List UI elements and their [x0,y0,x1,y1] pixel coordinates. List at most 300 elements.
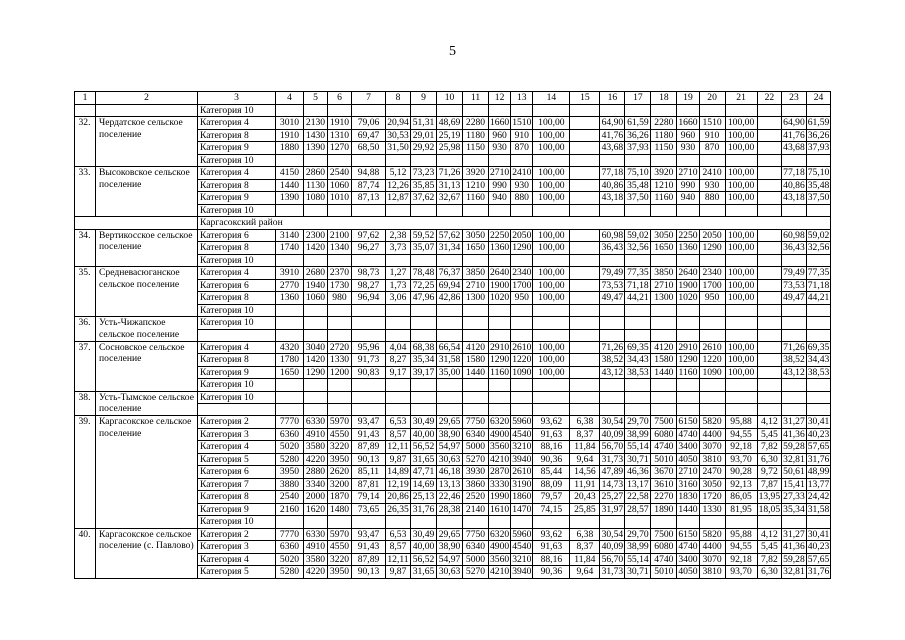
value-cell: 59,52 [411,229,437,242]
value-cell: 4550 [328,428,352,441]
value-cell: 1,73 [386,279,411,292]
value-cell [600,154,625,167]
value-cell: 35,34 [783,503,805,515]
value-cell [328,329,352,341]
district-name: Каргасокский район [198,217,831,230]
value-cell [533,391,570,404]
value-cell: 2370 [328,267,352,280]
value-cell [757,391,782,404]
value-cell: 4910 [304,428,328,441]
value-cell: 98,73 [352,267,386,280]
value-cell: 61,59 [807,117,830,128]
value-cell: 68,50 [352,142,386,155]
table-row [75,267,831,280]
value-cell: 3050 [463,229,489,242]
value-cell [782,379,807,392]
value-cell: 1870 [328,491,352,504]
value-cell: 100,00 [725,341,757,354]
value-cell: 9,17 [386,366,411,379]
value-cell: 1160 [678,366,698,378]
value-cell: 4220 [304,566,328,579]
value-cell: 2250 [490,229,510,241]
value-cell [570,379,600,392]
value-cell: 6,30 [757,566,782,579]
value-cell [600,404,625,416]
value-cell: 75,10 [625,167,651,180]
category-cell: Категория 10 [198,317,276,330]
settlement-name: Чердатское сельское поселение [96,117,198,167]
value-cell: 2710 [678,167,698,178]
row-number [75,104,96,117]
value-cell [437,204,463,217]
value-cell: 25,13 [411,491,437,504]
value-cell [411,104,437,117]
value-cell: 73,53 [601,279,624,291]
value-cell: 4740 [651,553,677,566]
column-header: 24 [806,92,831,105]
value-cell: 12,87 [387,192,409,203]
value-cell: 3330 [490,478,510,490]
value-cell [533,104,570,117]
value-cell: 5820 [699,416,725,429]
value-cell: 79,49 [783,267,805,278]
value-cell [782,329,807,341]
value-cell: 1210 [651,179,677,192]
value-cell: 7,82 [757,553,782,566]
value-cell: 41,36 [783,428,805,440]
value-cell: 2870 [490,466,510,477]
value-cell [570,254,600,267]
value-cell: 100,00 [725,117,757,130]
value-cell: 71,26 [783,341,805,353]
value-cell [625,379,651,392]
value-cell: 6330 [304,528,328,541]
value-cell: 9,87 [386,453,411,466]
value-cell [386,516,411,529]
value-cell: 1,27 [386,267,411,280]
value-cell [677,404,699,416]
value-cell: 980 [328,292,352,305]
value-cell: 7750 [463,416,489,429]
value-cell: 87,74 [352,179,386,192]
value-cell: 930 [677,142,699,155]
value-cell: 25,27 [601,491,624,502]
value-cell: 87,13 [352,192,386,205]
value-cell: 8,57 [386,541,411,554]
value-cell [533,329,570,341]
value-cell: 100,00 [725,179,757,192]
row-number: 34. [75,229,96,267]
value-cell [276,404,304,416]
value-cell [651,254,677,267]
value-cell: 1360 [490,242,510,253]
table-row [75,167,831,180]
value-cell: 100,00 [725,354,757,367]
category-cell: Категория 10 [198,254,276,267]
value-cell: 100,00 [533,279,570,292]
value-cell: 30,54 [601,528,624,540]
value-cell: 8,57 [386,428,411,441]
column-header: 23 [782,92,807,105]
value-cell: 1060 [304,292,328,305]
value-cell: 1660 [678,117,698,128]
value-cell [489,104,511,117]
value-cell [699,317,725,330]
value-cell [677,254,699,267]
column-header: 16 [600,92,625,105]
value-cell: 44,21 [625,292,651,305]
value-cell: 46,36 [625,466,651,479]
category-cell: Категория 10 [198,516,276,529]
value-cell [782,304,807,317]
value-cell: 4900 [490,428,510,440]
value-cell: 71,26 [437,167,463,180]
value-cell [570,329,600,341]
value-cell: 5010 [651,453,677,466]
value-cell: 9,72 [757,466,782,479]
category-cell: Категория 8 [198,129,276,142]
value-cell: 41,36 [783,541,805,552]
value-cell: 93,70 [725,566,757,579]
value-cell: 6340 [463,428,489,441]
value-cell: 3950 [328,566,352,579]
value-cell [725,254,757,267]
value-cell: 990 [489,179,511,192]
value-cell: 79,06 [352,117,386,130]
value-cell: 48,99 [807,466,830,477]
value-cell [806,379,831,392]
value-cell [757,242,782,255]
row-number: 38. [75,391,96,416]
value-cell: 32,56 [625,242,651,255]
value-cell [304,379,328,392]
value-cell: 31,73 [601,453,624,465]
value-cell: 2710 [490,167,510,178]
value-cell: 28,57 [625,503,651,516]
value-cell: 69,35 [625,341,651,354]
value-cell [725,379,757,392]
value-cell: 26,35 [387,503,409,515]
value-cell: 97,62 [352,229,386,242]
settlement-name: Высоковское сельское поселение [96,167,198,217]
value-cell: 3950 [276,466,304,479]
value-cell: 2720 [328,341,352,354]
value-cell: 100,00 [725,242,757,255]
value-cell: 35,00 [437,366,463,379]
value-cell [757,516,782,529]
value-cell: 1510 [512,117,532,128]
value-cell [328,204,352,217]
value-cell: 86,05 [725,491,757,504]
value-cell [625,329,651,341]
value-cell: 2770 [276,279,304,292]
value-cell: 57,65 [807,553,830,565]
value-cell: 3560 [490,441,510,452]
value-cell: 1210 [463,179,489,192]
value-cell: 100,00 [725,267,757,280]
value-cell [411,329,437,341]
value-cell: 92,18 [725,553,757,566]
value-cell: 3,73 [386,242,411,255]
row-number: 32. [75,117,96,167]
table-row [75,229,831,242]
value-cell [699,204,725,217]
value-cell [570,167,600,180]
row-number: 36. [75,317,96,342]
value-cell [352,317,386,330]
value-cell: 3010 [276,117,304,130]
value-cell: 92,18 [725,441,757,454]
value-cell: 40,09 [601,541,624,552]
value-cell [699,304,725,317]
value-cell: 1090 [512,366,532,378]
value-cell [806,317,831,330]
value-cell: 3400 [678,441,698,452]
value-cell: 100,00 [725,167,757,180]
value-cell: 7750 [463,528,489,541]
value-cell [437,104,463,117]
value-cell: 3920 [651,167,677,180]
category-cell: Категория 9 [198,366,276,379]
value-cell: 1270 [328,142,352,155]
value-cell: 14,56 [570,466,600,479]
value-cell: 90,13 [352,566,386,579]
value-cell [304,104,328,117]
value-cell: 4,12 [757,528,782,541]
value-cell: 3050 [699,478,725,491]
value-cell: 4740 [678,541,698,552]
value-cell: 100,00 [533,142,570,155]
value-cell: 2540 [276,491,304,504]
value-cell [386,204,411,217]
value-cell [651,391,677,404]
value-cell: 75,10 [807,167,830,178]
value-cell: 20,43 [570,491,600,504]
value-cell: 7500 [651,528,677,541]
value-cell: 1900 [678,279,698,291]
value-cell: 100,00 [533,267,570,280]
value-cell [463,404,489,416]
value-cell: 35,34 [411,354,437,367]
value-cell: 4120 [463,341,489,354]
value-cell: 5970 [328,416,352,429]
value-cell: 29,70 [625,528,651,541]
value-cell: 100,00 [725,142,757,155]
value-cell: 50,61 [783,466,805,477]
value-cell: 95,88 [725,416,757,429]
value-cell: 25,98 [437,142,463,155]
column-header: 6 [328,92,352,105]
value-cell: 5,45 [757,428,782,441]
value-cell [757,404,782,416]
column-header: 17 [625,92,651,105]
value-cell: 1310 [328,129,352,142]
value-cell: 1390 [276,192,304,205]
value-cell [533,204,570,217]
value-cell: 4050 [678,566,698,577]
value-cell: 6150 [678,528,698,540]
value-cell [782,404,807,416]
district-row [75,217,831,230]
value-cell: 79,57 [533,491,570,504]
value-cell: 49,47 [783,292,805,303]
value-cell: 32,81 [783,453,805,465]
value-cell: 30,71 [625,566,651,579]
value-cell: 98,27 [352,279,386,292]
value-cell: 3040 [304,341,328,354]
value-cell: 100,00 [533,292,570,305]
value-cell: 3070 [699,553,725,566]
column-header: 11 [463,92,489,105]
value-cell [489,304,511,317]
value-cell [757,354,782,367]
value-cell [625,204,651,217]
value-cell [437,154,463,167]
value-cell: 11,91 [570,478,600,491]
value-cell: 96,27 [352,242,386,255]
value-cell [570,242,600,255]
value-cell: 1150 [651,142,677,155]
value-cell: 31,13 [437,179,463,192]
category-cell [198,404,276,416]
value-cell: 12,26 [387,179,409,191]
value-cell [651,329,677,341]
value-cell: 3950 [328,453,352,466]
header-row [75,92,831,105]
value-cell [570,129,600,142]
value-cell: 1440 [651,366,677,379]
value-cell: 47,96 [411,292,437,305]
value-cell: 3810 [699,453,725,466]
value-cell: 90,83 [352,366,386,379]
value-cell: 3940 [512,566,532,577]
value-cell: 29,65 [437,416,463,429]
value-cell: 1430 [304,129,328,142]
value-cell: 1880 [276,142,304,155]
table-row [75,528,831,541]
value-cell: 4540 [512,428,532,440]
value-cell: 22,58 [625,491,651,504]
value-cell: 940 [489,192,511,205]
value-cell: 5,12 [386,167,411,180]
value-cell: 7,87 [757,478,782,491]
value-cell [725,204,757,217]
value-cell [677,379,699,392]
category-cell: Категория 3 [198,541,276,554]
value-cell: 35,85 [411,179,437,192]
value-cell: 46,18 [437,466,463,479]
value-cell [352,304,386,317]
value-cell [782,154,807,167]
category-cell: Категория 3 [198,428,276,441]
value-cell [625,304,651,317]
value-cell: 94,88 [352,167,386,180]
value-cell [489,516,511,529]
value-cell: 940 [677,192,699,205]
value-cell [570,229,600,242]
value-cell: 2000 [304,491,328,504]
value-cell: 43,68 [783,142,805,153]
value-cell: 870 [511,142,533,155]
value-cell: 1580 [463,354,489,367]
value-cell [757,229,782,242]
value-cell [757,192,782,205]
value-cell: 1440 [276,179,304,192]
value-cell: 1360 [678,242,698,253]
value-cell: 6360 [276,541,304,554]
value-cell: 91,63 [533,428,570,441]
value-cell [725,516,757,529]
value-cell [677,154,699,167]
value-cell: 35,48 [807,179,830,191]
value-cell: 57,65 [807,441,830,452]
value-cell: 4910 [304,541,328,554]
value-cell [533,379,570,392]
value-cell: 7500 [651,416,677,429]
value-cell [437,379,463,392]
value-cell: 43,18 [783,192,805,203]
value-cell: 5280 [276,566,304,579]
value-cell: 3850 [463,267,489,280]
value-cell: 29,70 [625,416,651,429]
value-cell: 5010 [651,566,677,579]
value-cell: 1510 [699,117,725,130]
value-cell [725,317,757,330]
value-cell: 1330 [699,503,725,516]
value-cell: 3340 [304,478,328,491]
value-cell: 68,38 [411,341,437,354]
value-cell: 100,00 [533,366,570,379]
value-cell: 950 [699,292,725,305]
column-header: 15 [570,92,600,105]
value-cell: 43,12 [601,366,624,378]
value-cell: 31,76 [411,503,437,516]
value-cell: 8,27 [386,354,411,367]
value-cell: 66,54 [437,341,463,354]
value-cell: 72,25 [411,279,437,292]
value-cell [677,304,699,317]
value-cell: 31,76 [807,453,830,465]
column-header: 13 [511,92,533,105]
value-cell: 950 [511,292,533,305]
value-cell [386,391,411,404]
value-cell: 6320 [490,416,510,427]
value-cell: 4540 [512,541,532,552]
value-cell: 2050 [512,229,532,241]
value-cell [463,317,489,330]
value-cell [725,391,757,404]
value-cell: 93,70 [725,453,757,466]
value-cell: 38,52 [783,354,805,365]
value-cell [352,104,386,117]
value-cell: 100,00 [533,229,570,242]
value-cell [489,391,511,404]
value-cell [352,379,386,392]
value-cell [570,204,600,217]
value-cell: 1610 [490,503,510,515]
value-cell [625,391,651,404]
value-cell: 96,94 [352,292,386,305]
value-cell [386,329,411,341]
value-cell: 77,35 [807,267,830,278]
value-cell: 31,27 [783,528,805,540]
value-cell: 6,30 [757,453,782,466]
value-cell: 910 [699,129,725,142]
value-cell: 2160 [276,503,304,516]
value-cell: 85,11 [352,466,386,479]
value-cell [511,404,533,416]
value-cell: 64,90 [601,117,624,128]
